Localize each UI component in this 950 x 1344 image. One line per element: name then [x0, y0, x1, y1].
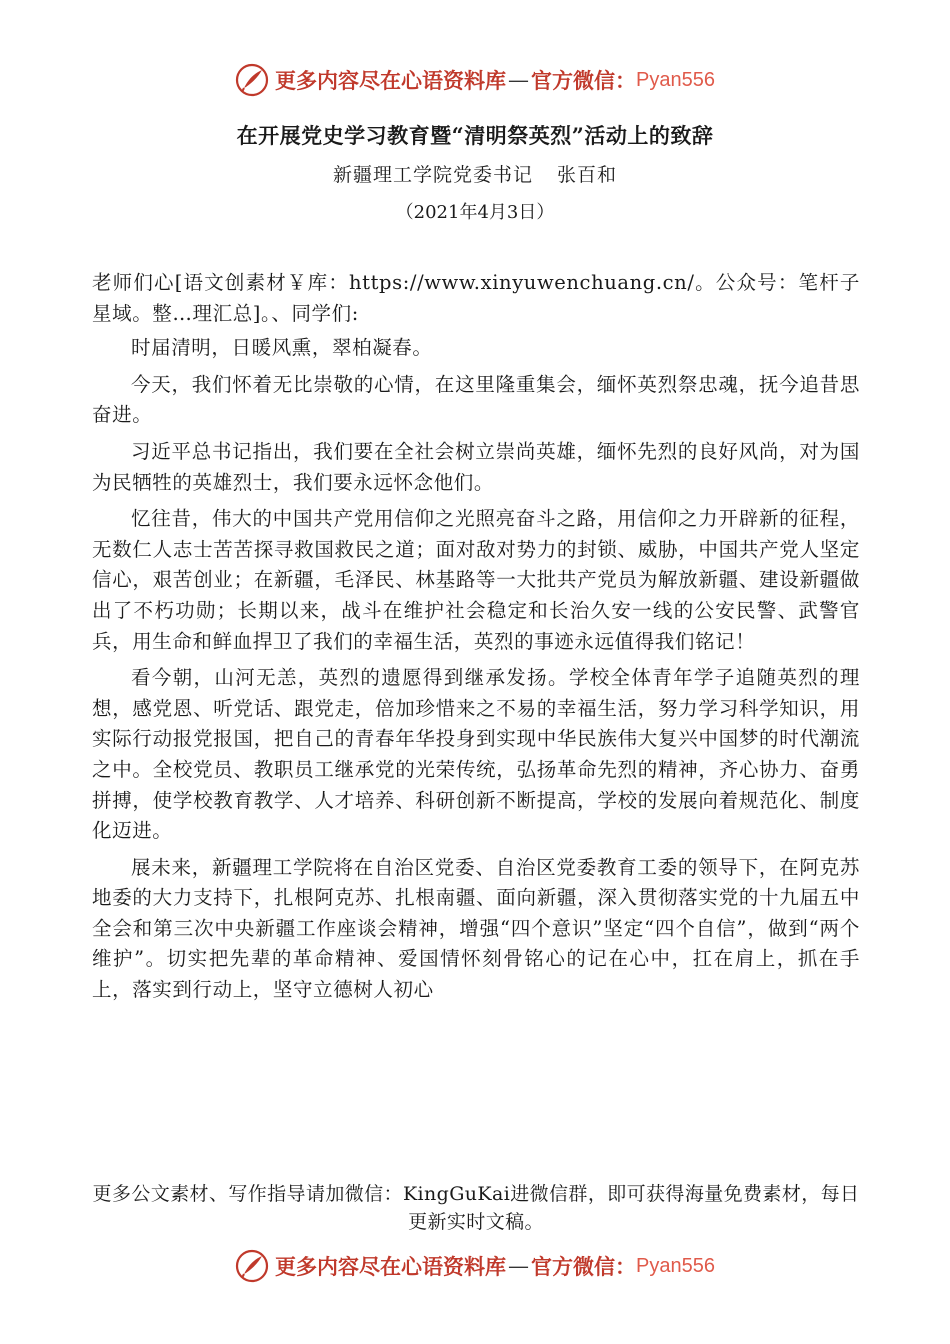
- paragraph: 看今朝，山河无恙，英烈的遗愿得到继承发扬。学校全体青年学子追随英烈的理想，感党恩、听党话、跟党走，倍加珍惜来之不易的幸福生活，努力学习科学知识，用实际行动报党报国，把自己的青春年华投身到实现中华民族伟大复兴中国梦的时代潮流之中。全校党员、教职员工继承党的光荣传统，弘扬革命先烈的精神，齐心协力、奋勇拼搏，使学校教育教学、人才培养、科研创新不断提高，学校的发展向着规范化、制度化迈进。: [92, 666, 860, 843]
- bottom-watermark-banner: [0, 1246, 950, 1286]
- top-watermark-banner: [0, 60, 950, 100]
- footer-promo-note: 更多公文素材、写作指导请加微信：KingGuKai进微信群，即可获得海量免费素材，每日更新实时文稿。: [92, 1183, 860, 1233]
- paragraph: 忆往昔，伟大的中国共产党用信仰之光照亮奋斗之路，用信仰之力开辟新的征程，无数仁人志士苦苦探寻救国救民之道；面对敌对势力的封锁、威胁，中国共产党人坚定信心，艰苦创业；在新疆，毛泽民、林基路等一大批共产党员为解放新疆、建设新疆做出了不朽功勋；长期以来，战斗在维护社会稳定和长治久安一线的公安民警、武警官兵，用生命和鲜血捍卫了我们的幸福生活，英烈的事迹永远值得我们铭记！: [92, 507, 860, 653]
- document-date: （2021年4月3日）: [395, 202, 555, 223]
- paragraph: 展未来，新疆理工学院将在自治区党委、自治区党委教育工委的领导下，在阿克苏地委的大力支持下，扎根阿克苏、扎根南疆、面向新疆，深入贯彻落实党的十九届五中全会和第三次中央新疆工作座谈会精神，增强“四个意识”坚定“四个自信”，做到“两个维护”。切实把先辈的革命精神、爱国情怀刻骨铭心的记在心中，扛在肩上，抓在手上，落实到行动上，坚守立德树人初心: [92, 855, 860, 1002]
- banner-wechat-id: Pyan556: [636, 68, 715, 91]
- banner-dash: —: [508, 1254, 530, 1278]
- banner-wechat-id: Pyan556: [636, 1254, 715, 1277]
- salutation: 老师们心[语文创素材￥库：https://www.xinyuwenchuang.cn/。公众号：笔杆子星域。整…理汇总]。、同学们:: [92, 271, 860, 325]
- banner-wechat-label: 官方微信：: [531, 68, 637, 93]
- author-org: 新疆理工学院党委书记: [332, 164, 533, 186]
- document-body: [92, 268, 860, 1012]
- author-name: 张百和: [557, 164, 618, 186]
- quill-logo-icon: [235, 63, 269, 97]
- banner-main-text: 更多内容尽在心语资料库: [275, 68, 507, 93]
- banner-dash: —: [508, 68, 530, 92]
- paragraph: 今天，我们怀着无比崇敬的心情，在这里隆重集会，缅怀英烈祭忠魂，抚今追昔思奋进。: [92, 372, 860, 427]
- paragraph: 时届清明，日暖风熏，翠柏凝春。: [131, 336, 433, 360]
- paragraph: 习近平总书记指出，我们要在全社会树立崇尚英雄，缅怀先烈的良好风尚，对为国为民牺牲的英雄烈士，我们要永远怀念他们。: [92, 439, 860, 494]
- banner-main-text: 更多内容尽在心语资料库: [275, 1254, 507, 1279]
- document-title: 在开展党史学习教育暨“清明祭英烈”活动上的致辞: [236, 123, 714, 148]
- banner-wechat-label: 官方微信：: [531, 1254, 637, 1279]
- quill-logo-icon: [235, 1249, 269, 1283]
- document-author: [0, 160, 950, 187]
